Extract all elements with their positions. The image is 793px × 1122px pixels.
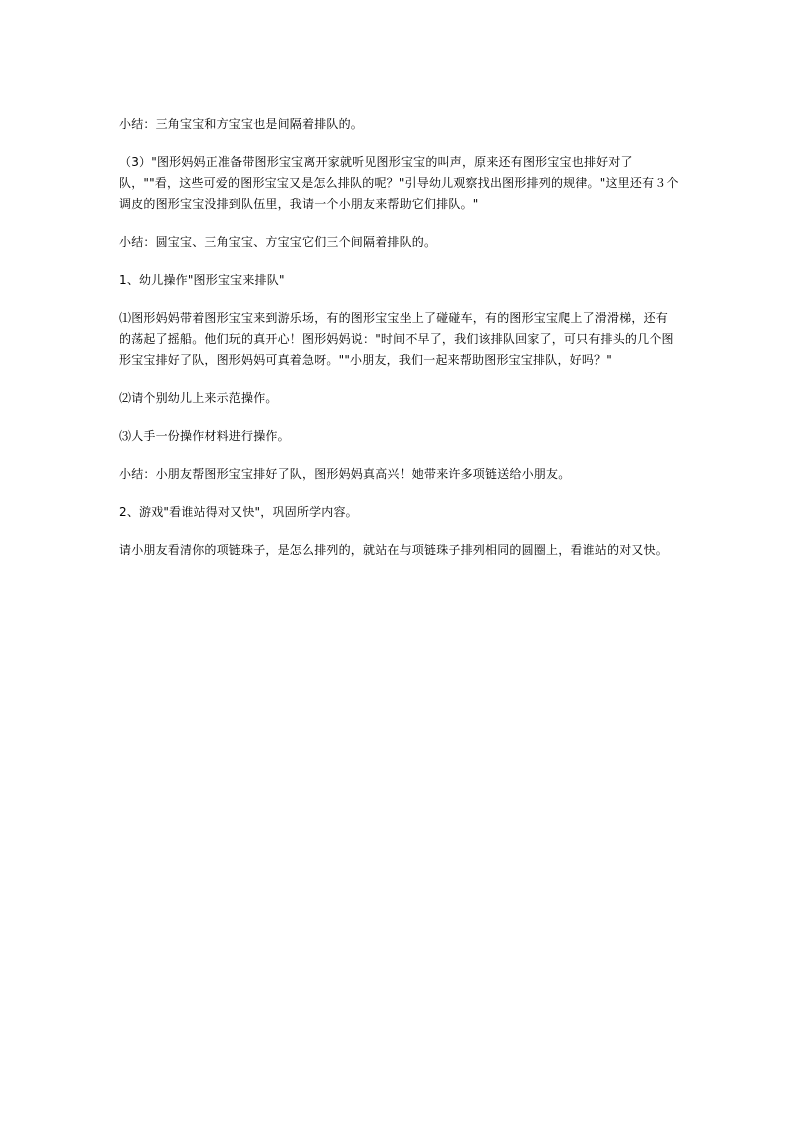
- summary-paragraph-2: 小结：圆宝宝、三角宝宝、方宝宝它们三个间隔着排队的。: [119, 235, 437, 249]
- section-heading-1: 1、幼儿操作"图形宝宝来排队": [119, 273, 285, 287]
- activity-paragraph-3: ⑶人手一份操作材料进行操作。: [119, 429, 290, 443]
- game-instruction-paragraph: 请小朋友看清你的项链珠子，是怎么排列的，就站在与项链珠子排列相同的圆圈上，看谁站的对又快。: [119, 543, 669, 557]
- activity-paragraph-2: ⑵请个别幼儿上来示范操作。: [119, 391, 278, 405]
- section-heading-2: 2、游戏"看谁站得对又快"，巩固所学内容。: [119, 505, 358, 519]
- step-3-paragraph: （3）"图形妈妈正准备带图形宝宝离开家就听见图形宝宝的叫声，原来还有图形宝宝也排好对了队，""看，这些可爱的图形宝宝又是怎么排队的呢？"引导幼儿观察找出图形排列的规律。"这里还有３个调皮的图形宝宝没排到队伍里，我请一个小朋友来帮助它们排队。": [119, 155, 679, 211]
- document-body: [119, 114, 679, 578]
- summary-paragraph-3: 小结：小朋友帮图形宝宝排好了队，图形妈妈真高兴！她带来许多项链送给小朋友。: [119, 467, 571, 481]
- activity-paragraph-1: ⑴图形妈妈带着图形宝宝来到游乐场，有的图形宝宝坐上了碰碰车，有的图形宝宝爬上了滑滑梯，还有的荡起了摇船。他们玩的真开心！图形妈妈说："时间不早了，我们该排队回家了，可只有排头的几个图形宝宝排好了队，图形妈妈可真着急呀。""小朋友，我们一起来帮助图形宝宝排队，好吗？": [119, 311, 674, 367]
- summary-paragraph-1: 小结：三角宝宝和方宝宝也是间隔着排队的。: [119, 117, 364, 131]
